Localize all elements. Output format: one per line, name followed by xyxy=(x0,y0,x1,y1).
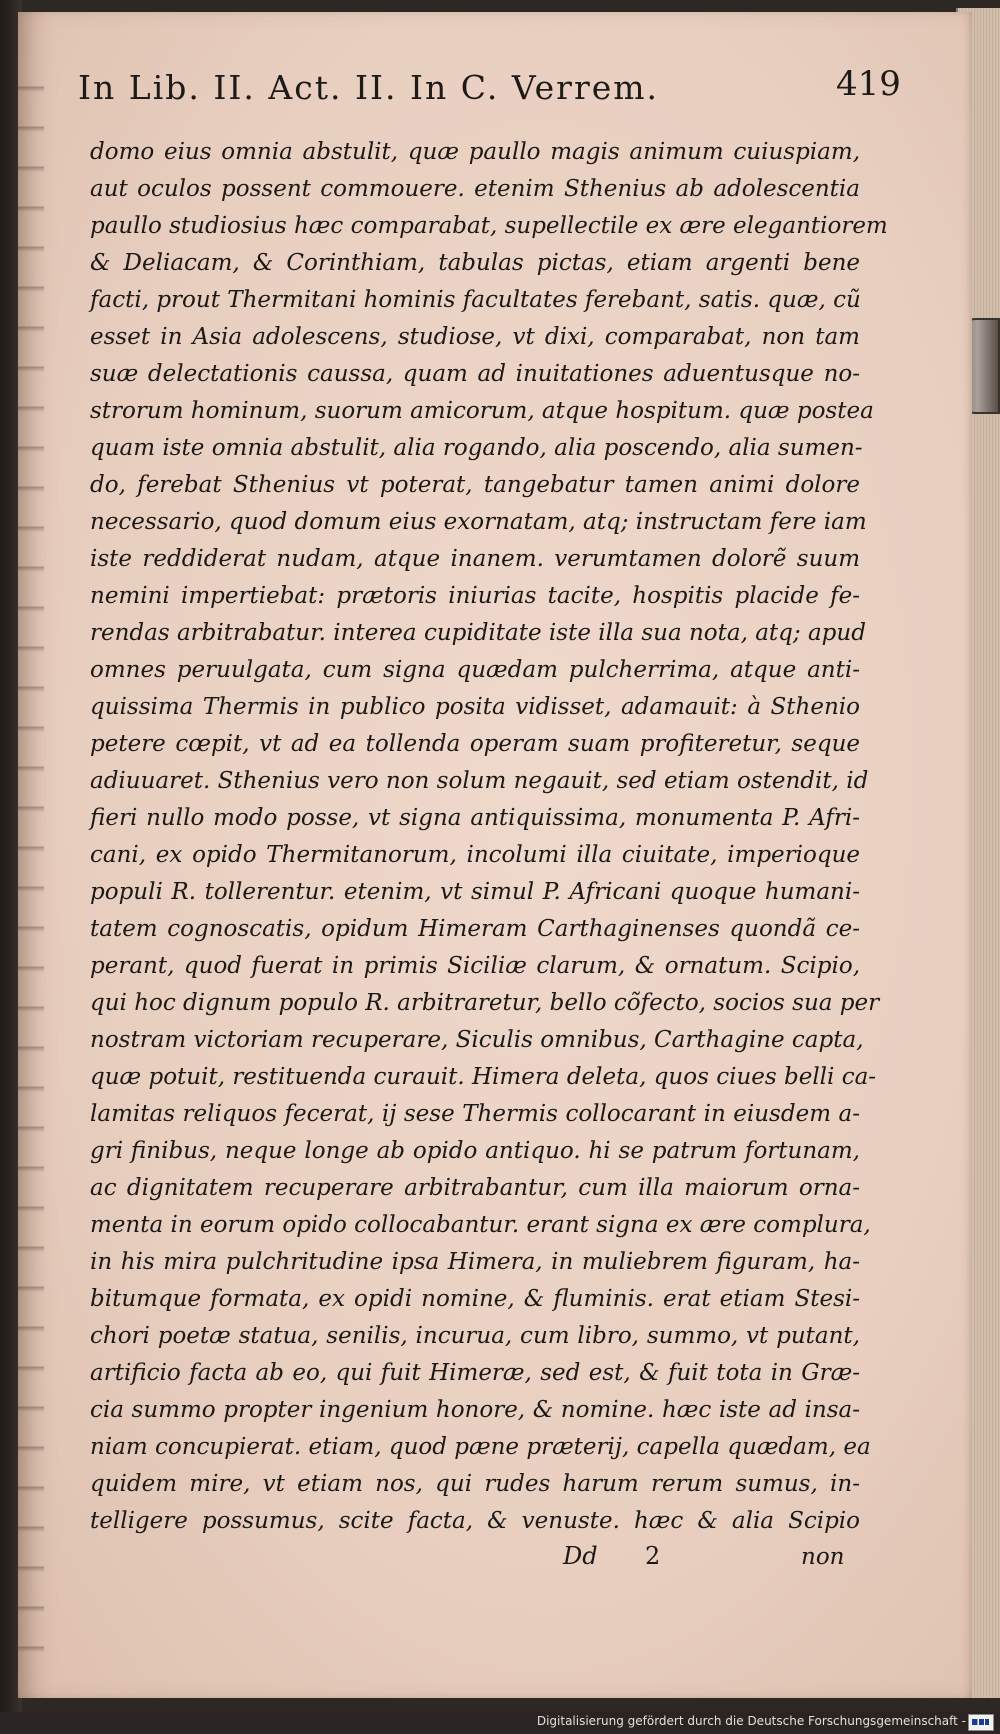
text-line: chori poetæ statua, senilis, incurua, cum libro, summo, vt putant, xyxy=(90,1323,860,1349)
text-line: strorum hominum, suorum amicorum, atque hospitum. quæ postea xyxy=(90,398,874,424)
text-line: quidem mire, vt etiam nos, qui rudes harum rerum sumus, in- xyxy=(90,1471,860,1497)
text-line: nemini impertiebat: prætoris iniurias tacite, hospitis placide fe- xyxy=(90,583,860,609)
text-line: cia summo propter ingenium honore, & nomine. hæc iste ad insa- xyxy=(90,1397,860,1423)
text-line: in his mira pulchritudine ipsa Himera, in muliebrem figuram, ha- xyxy=(90,1249,860,1275)
text-line: nostram victoriam recuperare, Siculis omnibus, Carthagine capta, xyxy=(90,1027,864,1053)
text-line: necessario, quod domum eius exornatam, atq; instructam fere iam xyxy=(90,509,867,535)
text-line: bitumque formata, ex opidi nomine, & fluminis. erat etiam Stesi- xyxy=(90,1286,860,1312)
text-line: facti, prout Thermitani hominis facultates ferebant, satis. quæ, cũ xyxy=(90,287,861,313)
text-line: rendas arbitrabatur. interea cupiditate iste illa sua nota, atq; apud xyxy=(90,620,866,646)
text-line: aut oculos possent commouere. etenim Sthenius ab adolescentia xyxy=(90,176,860,202)
signature-mark: Dd xyxy=(563,1542,598,1570)
text-line: & Deliacam, & Corinthiam, tabulas pictas, etiam argenti bene xyxy=(90,250,860,276)
catchword: non xyxy=(801,1544,845,1570)
text-line: niam concupierat. etiam, quod pæne præterij, capella quædam, ea xyxy=(90,1434,871,1460)
text-line: quæ potuit, restituenda curauit. Himera deleta, quos ciues belli ca- xyxy=(90,1064,877,1090)
text-line: do, ferebat Sthenius vt poterat, tangebatur tamen animi dolore xyxy=(90,472,860,498)
text-line: paullo studiosius hæc comparabat, supellectile ex ære elegantiorem xyxy=(90,213,888,239)
text-line: ac dignitatem recuperare arbitrabantur, cum illa maiorum orna- xyxy=(90,1175,860,1201)
text-line: perant, quod fuerat in primis Siciliæ clarum, & ornatum. Scipio, xyxy=(90,953,860,979)
digitization-credit: Digitalisierung gefördert durch die Deutsche Forschungsgemeinschaft - xyxy=(536,1714,966,1728)
text-line: cani, ex opido Thermitanorum, incolumi illa ciuitate, imperioque xyxy=(90,842,860,868)
text-line: esset in Asia adolescens, studiose, vt dixi, comparabat, non tam xyxy=(90,324,860,350)
book-page xyxy=(18,12,972,1698)
text-line: adiuuaret. Sthenius vero non solum negauit, sed etiam ostendit, id xyxy=(90,768,869,794)
gutter-show-through xyxy=(18,52,44,1652)
text-line: qui hoc dignum populo R. arbitraretur, bello cõfecto, socios sua per xyxy=(90,990,880,1016)
text-line: tatem cognoscatis, opidum Himeram Carthaginenses quondã ce- xyxy=(90,916,860,942)
text-line: domo eius omnia abstulit, quæ paullo magis animum cuiuspiam, xyxy=(90,139,860,165)
running-head: In Lib. II. Act. II. In C. Verrem. xyxy=(78,68,660,107)
text-line: suæ delectationis caussa, quam ad inuitationes aduentusque no- xyxy=(90,361,860,387)
signature-number: 2 xyxy=(645,1542,661,1570)
page-number: 419 xyxy=(836,64,901,104)
text-line: populi R. tollerentur. etenim, vt simul P. Africani quoque humani- xyxy=(90,879,860,905)
text-line: artificio facta ab eo, qui fuit Himeræ, sed est, & fuit tota in Græ- xyxy=(90,1360,860,1386)
text-line: quissima Thermis in publico posita vidisset, adamauit: à Sthenio xyxy=(90,694,860,720)
text-line: fieri nullo modo posse, vt signa antiquissima, monumenta P. Afri- xyxy=(90,805,860,831)
body-text xyxy=(90,134,888,1540)
text-line: gri finibus, neque longe ab opido antiquo. hi se patrum fortunam, xyxy=(90,1138,860,1164)
text-line: iste reddiderat nudam, atque inanem. verumtamen dolorẽ suum xyxy=(90,546,860,572)
text-line: petere cœpit, vt ad ea tollenda operam suam profiteretur, seque xyxy=(90,731,860,757)
text-line: menta in eorum opido collocabantur. erant signa ex ære complura, xyxy=(90,1212,871,1238)
text-line: quam iste omnia abstulit, alia rogando, alia poscendo, alia sumen- xyxy=(90,435,863,461)
dfg-logo-icon xyxy=(968,1714,994,1731)
text-line: lamitas reliquos fecerat, ij sese Thermis collocarant in eiusdem a- xyxy=(90,1101,860,1127)
text-line: omnes peruulgata, cum signa quædam pulcherrima, atque anti- xyxy=(90,657,860,683)
text-line: telligere possumus, scite facta, & venuste. hæc & alia Scipio xyxy=(90,1508,860,1534)
